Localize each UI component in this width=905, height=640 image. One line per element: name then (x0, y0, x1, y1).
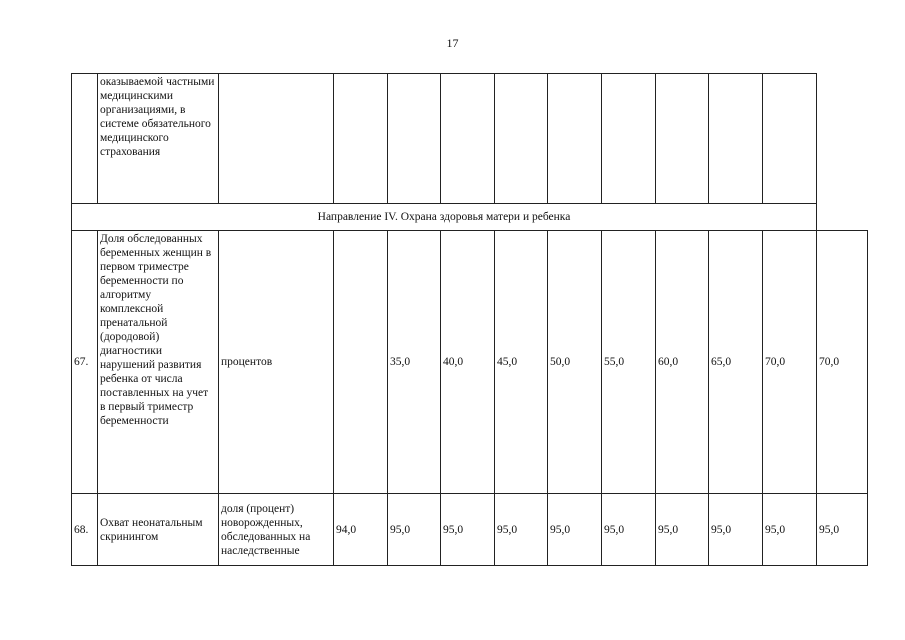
row-number: 68. (72, 494, 98, 566)
value-cell (763, 74, 817, 204)
indicators-table (71, 73, 868, 566)
table-row (72, 74, 868, 204)
value-cell: 95,0 (602, 494, 656, 566)
value-cell: 95,0 (441, 494, 495, 566)
value-cell: 95,0 (548, 494, 602, 566)
value-cell: 35,0 (388, 231, 441, 494)
value-cell: 60,0 (656, 231, 709, 494)
section-title: Направление IV. Охрана здоровья матери и ребенка (72, 204, 817, 231)
value-cell (548, 74, 602, 204)
value-cell (441, 74, 495, 204)
value-cell: 70,0 (817, 231, 868, 494)
value-cell: 45,0 (495, 231, 548, 494)
value-cell: 70,0 (763, 231, 817, 494)
value-cell: 40,0 (441, 231, 495, 494)
value-cell (602, 74, 656, 204)
value-cell: 50,0 (548, 231, 602, 494)
value-cell: 95,0 (763, 494, 817, 566)
row-number: 67. (72, 231, 98, 494)
value-cell: 95,0 (495, 494, 548, 566)
value-cell (709, 74, 763, 204)
value-cell: 95,0 (709, 494, 763, 566)
value-cell (388, 74, 441, 204)
value-cell: 55,0 (602, 231, 656, 494)
page-number: 17 (446, 36, 459, 50)
row-number (72, 74, 98, 204)
indicator-name: оказываемой частными медицинскими организациями, в системе обязательного медицинского страхования (98, 74, 219, 204)
value-cell: 94,0 (334, 494, 388, 566)
table-row (72, 231, 868, 494)
value-cell: 95,0 (388, 494, 441, 566)
unit-cell: процентов (219, 231, 334, 494)
indicator-name: Доля обследованных беременных женщин в первом триместре беременности по алгоритму комплексной пренатальной (дородовой) диагностики нарушений развития ребенка от числа поставленных на учет в первый триместр беременности (98, 231, 219, 494)
unit-cell (219, 74, 334, 204)
value-cell: 65,0 (709, 231, 763, 494)
section-row (72, 204, 868, 231)
unit-cell: доля (процент) новорожденных, обследованных на наследственные (219, 494, 334, 566)
value-cell: 95,0 (817, 494, 868, 566)
value-cell: 95,0 (656, 494, 709, 566)
value-cell (495, 74, 548, 204)
value-cell (334, 231, 388, 494)
indicator-name: Охват неонатальным скринингом (98, 494, 219, 566)
value-cell (334, 74, 388, 204)
value-cell (656, 74, 709, 204)
table-row (72, 494, 868, 566)
